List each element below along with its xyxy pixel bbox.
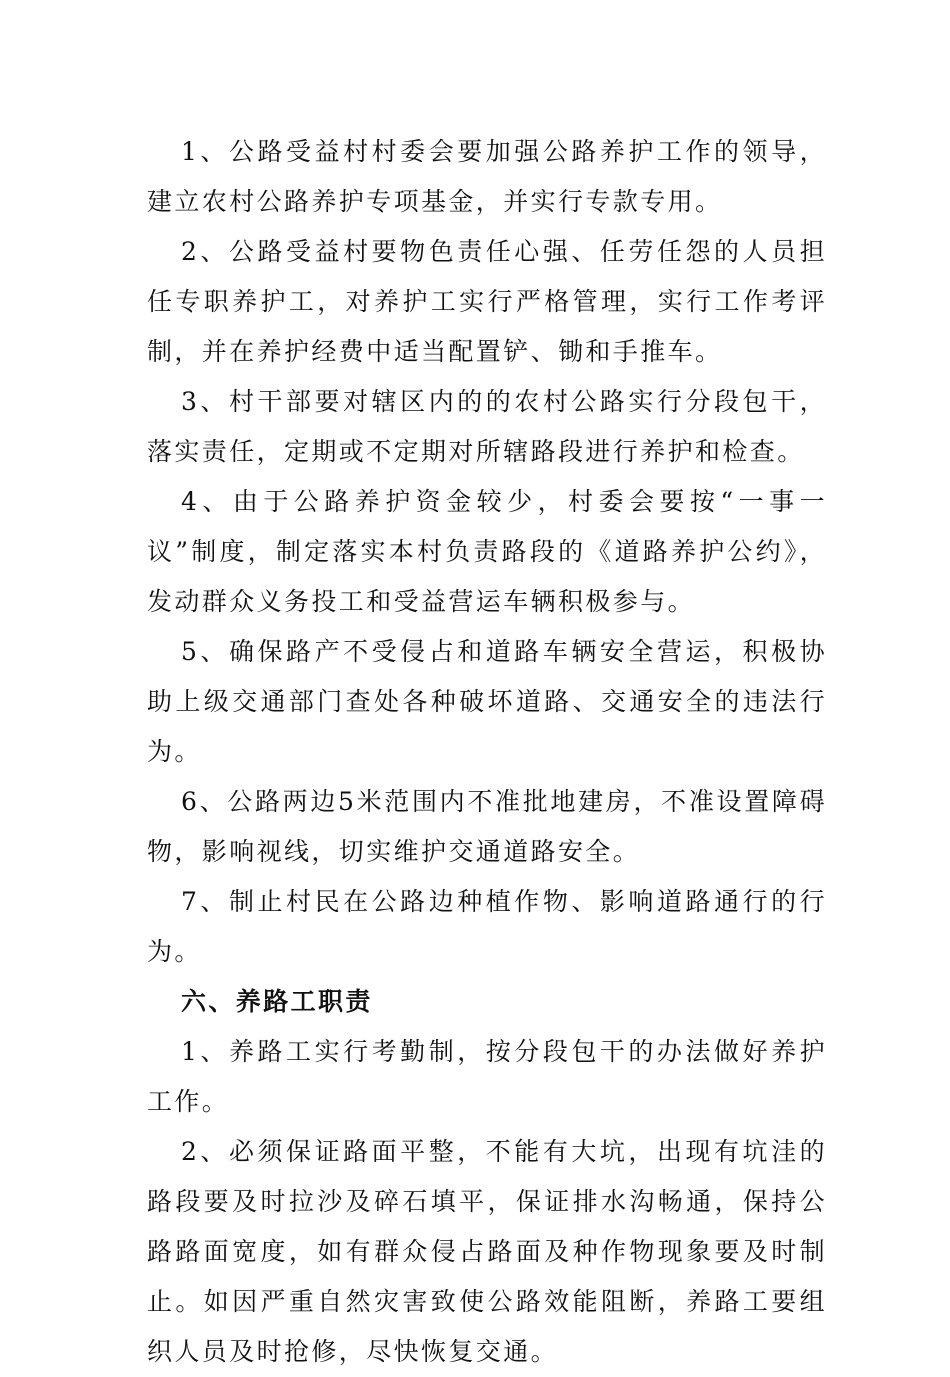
paragraph-4: 4、由于公路养护资金较少，村委会要按“一事一议”制度，制定落实本村负责路段的《道路养护公约》，发动群众义务投工和受益营运车辆积极参与。 xyxy=(147,487,827,616)
duty-paragraph-2: 2、必须保证路面平整，不能有大坑，出现有坑洼的路段要及时拉沙及碎石填平，保证排水沟畅通，保持公路路面宽度，如有群众侵占路面及种作物现象要及时制止。如因严重自然灾害致使公路效能阻断，养路工要组织人员及时抢修，尽快恢复交通。 xyxy=(147,1137,827,1366)
paragraph-2: 2、公路受益村要物色责任心强、任劳任怨的人员担任专职养护工，对养护工实行严格管理，实行工作考评制，并在养护经费中适当配置铲、锄和手推车。 xyxy=(147,237,827,366)
paragraph-1: 1、公路受益村村委会要加强公路养护工作的领导，建立农村公路养护专项基金，并实行专款专用。 xyxy=(147,137,827,216)
paragraph-6: 6、公路两边5米范围内不准批地建房，不准设置障碍物，影响视线，切实维护交通道路安全。 xyxy=(147,787,827,866)
duty-paragraph-1: 1、养路工实行考勤制，按分段包干的办法做好养护工作。 xyxy=(147,1037,827,1116)
section-heading: 六、养路工职责 xyxy=(181,987,373,1016)
paragraph-5: 5、确保路产不受侵占和道路车辆安全营运，积极协助上级交通部门查处各种破坏道路、交通安全的违法行为。 xyxy=(147,637,827,766)
paragraph-7: 7、制止村民在公路边种植作物、影响道路通行的行为。 xyxy=(147,887,827,966)
document-body xyxy=(147,127,827,1377)
paragraph-3: 3、村干部要对辖区内的的农村公路实行分段包干，落实责任，定期或不定期对所辖路段进行养护和检查。 xyxy=(147,387,827,466)
